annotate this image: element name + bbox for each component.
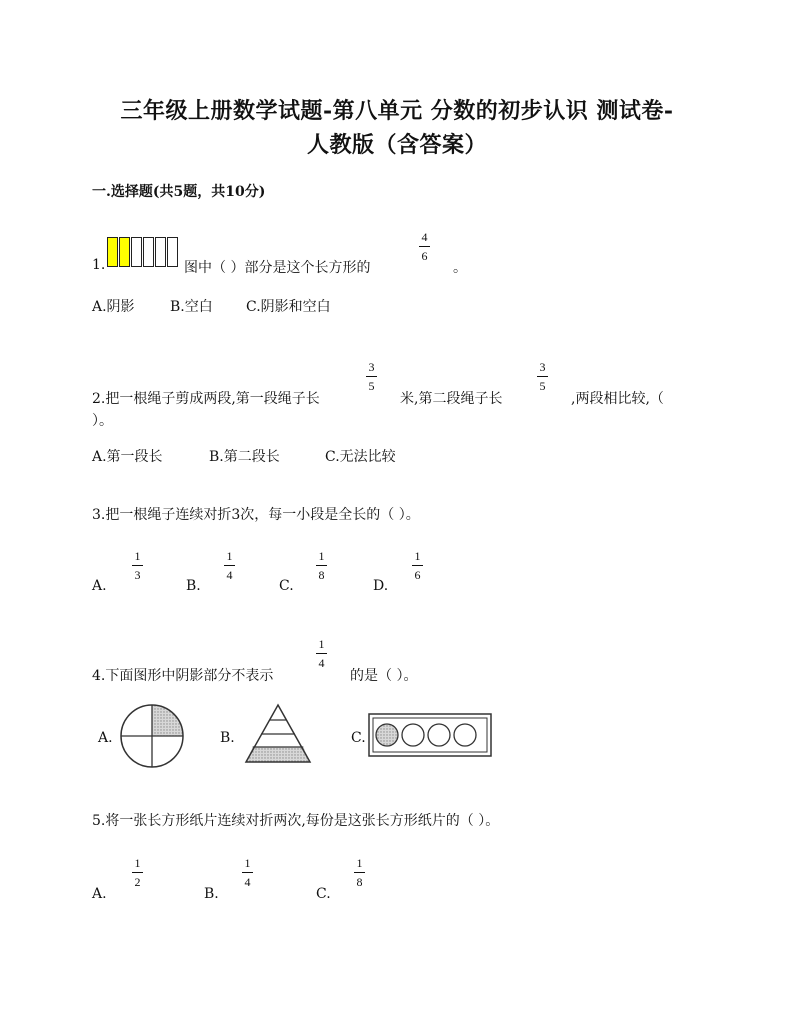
q3-option-d-label: D. <box>373 578 389 594</box>
q1-text: 图中（ ）部分是这个长方形的 <box>184 260 371 276</box>
section-heading: 一.选择题(共5题，共10分) <box>92 184 266 200</box>
fraction-numerator: 1 <box>134 549 141 563</box>
q1-number: 1. <box>92 257 106 273</box>
q3-option-a-label: A. <box>92 578 107 594</box>
fraction-denominator: 6 <box>414 568 421 582</box>
fraction-denominator: 2 <box>134 875 141 889</box>
q5-text: 5.将一张长方形纸片连续对折两次,每份是这张长方形纸片的（ ）。 <box>92 813 500 829</box>
q1-option-c: C.阴影和空白 <box>246 299 331 315</box>
q4-option-b-label: B. <box>220 730 235 746</box>
q4-option-c-label: C. <box>351 730 366 746</box>
q2-text-4: ）。 <box>92 413 113 429</box>
q3-option-d-fraction <box>412 549 423 582</box>
q1-blank-cell <box>131 237 142 267</box>
fraction-denominator: 4 <box>318 656 325 670</box>
q3-option-b-fraction <box>224 549 235 582</box>
fraction-numerator: 1 <box>226 549 233 563</box>
q5-option-c-fraction <box>354 856 365 889</box>
fraction-numerator: 1 <box>414 549 421 563</box>
q3-option-c-label: C. <box>279 578 294 594</box>
q2-fraction-1 <box>366 360 377 393</box>
q3-option-b-label: B. <box>186 578 201 594</box>
q4-option-a-label: A. <box>98 730 113 746</box>
page-title-line-1: 三年级上册数学试题-第八单元 分数的初步认识 测试卷- <box>120 98 674 124</box>
q5-option-c-label: C. <box>316 886 331 902</box>
q1-blank-cell <box>167 237 178 267</box>
q4-circle-figure <box>118 702 186 770</box>
fraction-numerator: 1 <box>318 637 325 651</box>
q5-option-a-fraction <box>132 856 143 889</box>
q2-text-3: ,两段相比较,（ <box>571 391 664 407</box>
fraction-bar <box>412 565 423 566</box>
q1-fraction-denominator: 6 <box>421 249 428 263</box>
q1-option-b: B.空白 <box>170 299 213 315</box>
q1-shaded-cell <box>119 237 130 267</box>
q4-text-end: 的是（ ）。 <box>350 668 418 684</box>
fraction-bar <box>316 565 327 566</box>
fraction-bar <box>419 246 430 247</box>
q2-option-c: C.无法比较 <box>325 449 396 465</box>
fraction-bar <box>132 565 143 566</box>
q2-option-b: B.第二段长 <box>209 449 280 465</box>
q2-text: 2.把一根绳子剪成两段,第一段绳子长 <box>92 391 320 407</box>
q4-circles-figure <box>368 713 492 757</box>
fraction-numerator: 1 <box>244 856 251 870</box>
fraction-bar <box>224 565 235 566</box>
q3-option-a-fraction <box>132 549 143 582</box>
q1-rectangle-figure <box>107 237 179 267</box>
q2-fraction-2-numerator: 3 <box>539 360 546 374</box>
fraction-bar <box>537 376 548 377</box>
fraction-denominator: 4 <box>244 875 251 889</box>
q1-blank-cell <box>143 237 154 267</box>
q5-option-b-fraction <box>242 856 253 889</box>
fraction-bar <box>242 872 253 873</box>
fraction-numerator: 1 <box>134 856 141 870</box>
fraction-bar <box>316 653 327 654</box>
q2-text-2: 米,第二段绳子长 <box>400 391 503 407</box>
q4-triangle-figure <box>240 703 316 765</box>
q5-option-a-label: A. <box>92 886 107 902</box>
q1-option-a: A.阴影 <box>92 299 135 315</box>
fraction-denominator: 8 <box>318 568 325 582</box>
q2-fraction-2-denominator: 5 <box>539 379 546 393</box>
q5-option-b-label: B. <box>204 886 219 902</box>
q1-shaded-cell <box>107 237 118 267</box>
fraction-bar <box>366 376 377 377</box>
q1-fraction-numerator: 4 <box>421 230 428 244</box>
fraction-denominator: 3 <box>134 568 141 582</box>
q1-fraction <box>419 230 430 263</box>
q2-fraction-2 <box>537 360 548 393</box>
page-title-line-2: 人教版（含答案） <box>306 132 487 158</box>
fraction-bar <box>132 872 143 873</box>
fraction-bar <box>354 872 365 873</box>
fraction-numerator: 1 <box>318 549 325 563</box>
q1-text-end: 。 <box>453 260 467 276</box>
q3-text: 3.把一根绳子连续对折3次，每一小段是全长的（ ）。 <box>92 507 420 523</box>
q3-option-c-fraction <box>316 549 327 582</box>
fraction-denominator: 4 <box>226 568 233 582</box>
q2-fraction-1-numerator: 3 <box>368 360 375 374</box>
q4-triangle-shaded-band <box>246 747 310 762</box>
q4-fraction <box>316 637 327 670</box>
q1-blank-cell <box>155 237 166 267</box>
q2-fraction-1-denominator: 5 <box>368 379 375 393</box>
fraction-numerator: 1 <box>356 856 363 870</box>
q2-option-a: A.第一段长 <box>92 449 163 465</box>
q4-text: 4.下面图形中阴影部分不表示 <box>92 668 274 684</box>
fraction-denominator: 8 <box>356 875 363 889</box>
q4-shaded-circle <box>376 724 398 746</box>
